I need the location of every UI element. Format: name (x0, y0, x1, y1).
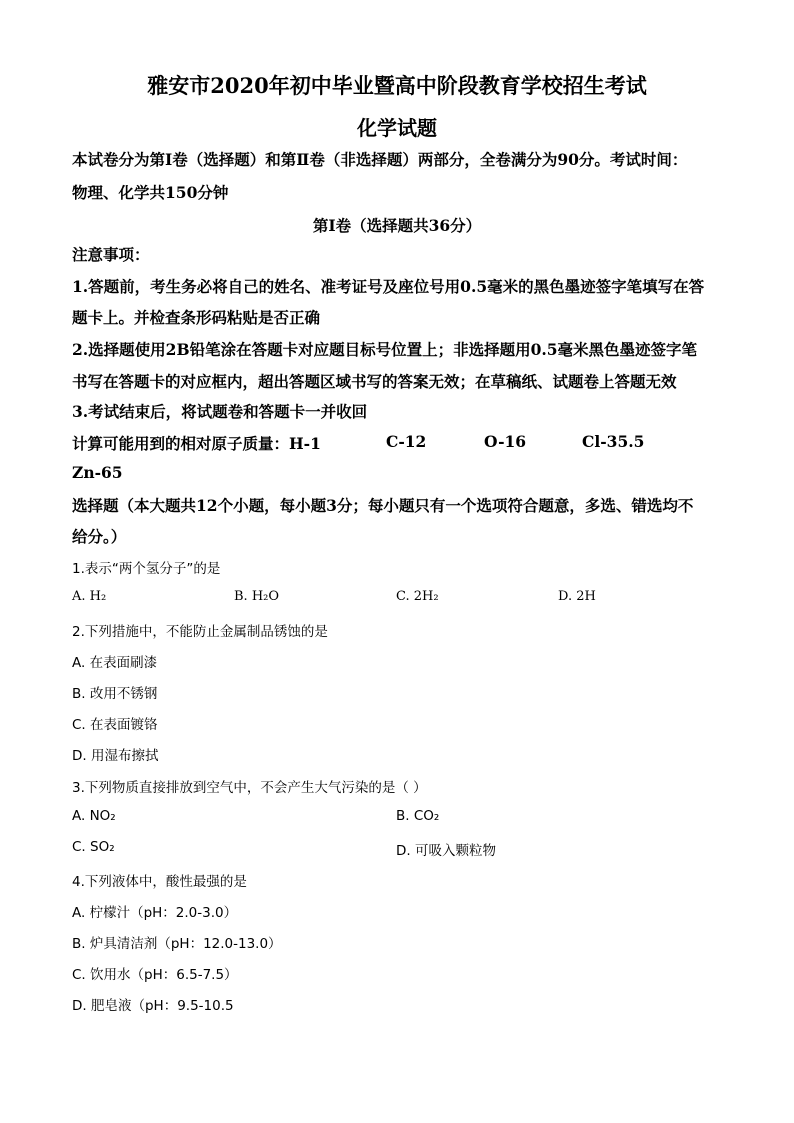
intro-line-1: 本试卷分为第Ⅰ卷（选择题）和第Ⅱ卷（非选择题）两部分，全卷满分为90分。考试时间： (72, 150, 688, 169)
question-3-option-d: D. 可吸入颗粒物 (396, 843, 496, 859)
question-3-stem: 3.下列物质直接排放到空气中，不会产生大气污染的是（ ） (72, 780, 427, 796)
intro-line-2: 物理、化学共150分钟 (72, 183, 229, 202)
question-4-option-b: B. 炉具清洁剂（pH：12.0-13.0） (72, 936, 282, 952)
page-title: 雅安市2020年初中毕业暨高中阶段教育学校招生考试 (147, 73, 647, 98)
atomic-mass-o: O-16 (484, 432, 527, 451)
question-2-option-a: A. 在表面刷漆 (72, 655, 158, 671)
notice-1-line-2: 题卡上。并检查条形码粘贴是否正确 (72, 308, 321, 327)
atomic-mass-c: C-12 (386, 432, 427, 451)
question-4-option-c: C. 饮用水（pH：6.5-7.5） (72, 967, 238, 983)
question-3-option-c: C. SO₂ (72, 839, 115, 855)
choice-instructions-line-1: 选择题（本大题共12个小题，每小题3分；每小题只有一个选项符合题意，多选、错选均不 (72, 496, 694, 515)
question-4-option-a: A. 柠檬汁（pH：2.0-3.0） (72, 905, 238, 921)
atomic-mass-zn: Zn-65 (72, 463, 123, 482)
section-heading: 第Ⅰ卷（选择题共36分） (312, 216, 482, 235)
notice-1-line-1: 1.答题前，考生务必将自己的姓名、准考证号及座位号用0.5毫米的黑色墨迹签字笔填写在答 (72, 277, 705, 296)
question-3-option-b: B. CO₂ (396, 808, 440, 824)
question-2-option-c: C. 在表面镀铬 (72, 717, 158, 733)
question-1-option-c: C. 2H₂ (396, 589, 439, 604)
question-3-option-a: A. NO₂ (72, 808, 116, 824)
question-1-stem: 1.表示“两个氢分子”的是 (72, 561, 221, 577)
notice-title: 注意事项： (72, 245, 150, 264)
question-1-option-d: D. 2H (558, 589, 596, 604)
question-2-option-b: B. 改用不锈钢 (72, 686, 158, 702)
question-4-stem: 4.下列液体中，酸性最强的是 (72, 874, 247, 890)
notice-2-line-2: 书写在答题卡的对应框内，超出答题区域书写的答案无效；在草稿纸、试题卷上答题无效 (72, 372, 677, 391)
atomic-mass-label: 计算可能用到的相对原子质量：H-1 (72, 434, 321, 453)
question-2-option-d: D. 用湿布擦拭 (72, 748, 159, 764)
question-1-option-b: B. H₂O (234, 589, 280, 604)
notice-2-line-1: 2.选择题使用2B铅笔涂在答题卡对应题目标号位置上；非选择题用0.5毫米黑色墨迹签字笔 (72, 340, 698, 359)
page-subtitle: 化学试题 (357, 116, 437, 140)
question-4-option-d: D. 肥皂液（pH：9.5-10.5 (72, 998, 234, 1014)
notice-3: 3.考试结束后，将试题卷和答题卡一并收回 (72, 402, 368, 421)
question-1-option-a: A. H₂ (72, 589, 107, 604)
question-2-stem: 2.下列措施中，不能防止金属制品锈蚀的是 (72, 624, 328, 640)
atomic-mass-cl: Cl-35.5 (582, 432, 645, 451)
choice-instructions-line-2: 给分。） (72, 527, 127, 546)
